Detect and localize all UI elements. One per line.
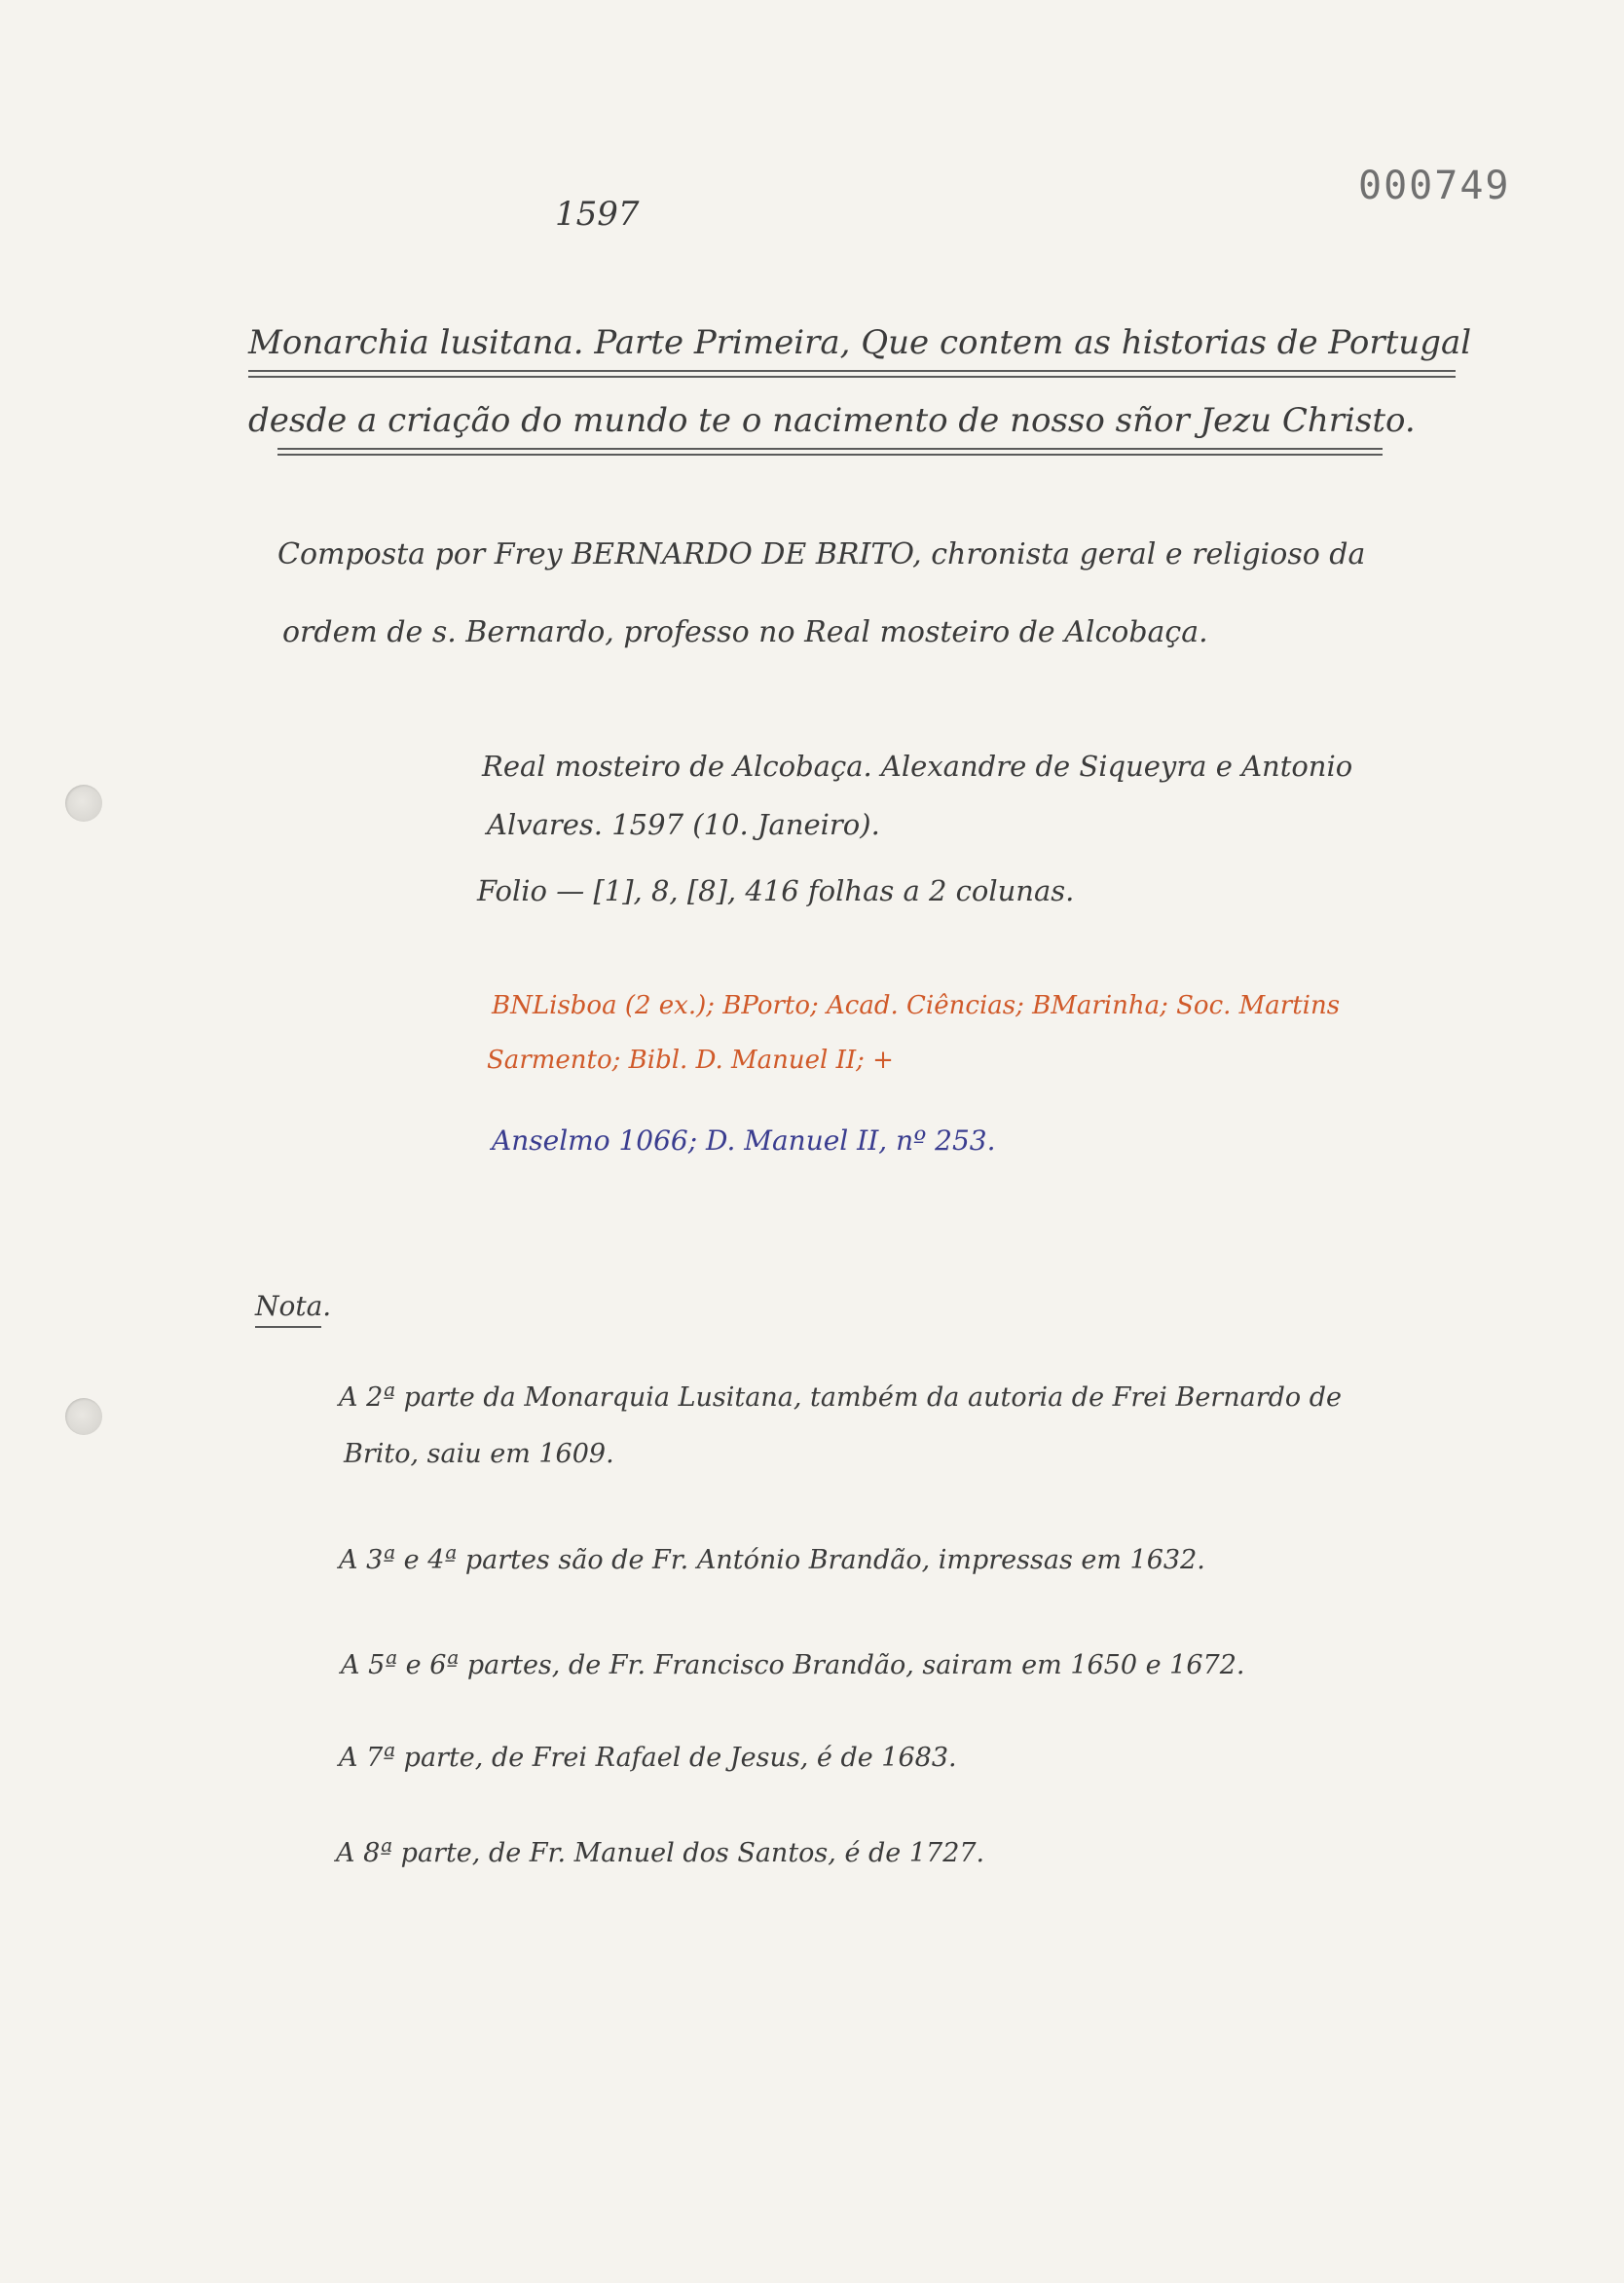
punch-hole (65, 1398, 102, 1435)
imprint-line-2: Alvares. 1597 (10. Janeiro). (487, 808, 880, 841)
note-item-1-line-2: Brito, saiu em 1609. (344, 1439, 614, 1469)
holdings-line-1: BNLisboa (2 ex.); BPorto; Acad. Ciências; BMarinha; Soc. Martins (492, 991, 1341, 1020)
notes-heading-underline (255, 1326, 321, 1328)
note-item-5: A 8ª parte, de Fr. Manuel dos Santos, é de 1727. (336, 1838, 985, 1868)
title-line-1: Monarchia lusitana. Parte Primeira, Que contem as historias de Portugal (248, 323, 1472, 362)
title-underline (277, 454, 1383, 456)
title-underline (248, 370, 1456, 372)
notes-heading: Nota. (255, 1290, 332, 1322)
publication-year: 1597 (555, 195, 640, 234)
collation-line: Folio — [1], 8, [8], 416 folhas a 2 colunas. (477, 874, 1075, 907)
punch-hole (65, 785, 102, 822)
note-item-4: A 7ª parte, de Frei Rafael de Jesus, é de 1683. (339, 1743, 957, 1773)
holdings-line-2: Sarmento; Bibl. D. Manuel II; + (487, 1046, 894, 1075)
title-underline (277, 448, 1383, 450)
title-line-2: desde a criação do mundo te o nacimento de nosso sñor Jezu Christo. (248, 401, 1416, 440)
note-item-1-line-1: A 2ª parte da Monarquia Lusitana, também da autoria de Frei Bernardo de (339, 1382, 1342, 1413)
author-line-2: ordem de s. Bernardo, professo no Real mosteiro de Alcobaça. (282, 615, 1208, 649)
author-line-1: Composta por Frey BERNARDO DE BRITO, chronista geral e religioso da (277, 537, 1366, 571)
bibliographic-references: Anselmo 1066; D. Manuel II, nº 253. (492, 1124, 996, 1157)
note-item-3: A 5ª e 6ª partes, de Fr. Francisco Brandão, sairam em 1650 e 1672. (341, 1650, 1245, 1680)
imprint-line-1: Real mosteiro de Alcobaça. Alexandre de Siqueyra e Antonio (482, 750, 1353, 783)
note-item-2: A 3ª e 4ª partes são de Fr. António Brandão, impressas em 1632. (339, 1545, 1205, 1575)
title-underline (248, 376, 1456, 378)
record-number-stamp: 000749 (1358, 164, 1511, 208)
